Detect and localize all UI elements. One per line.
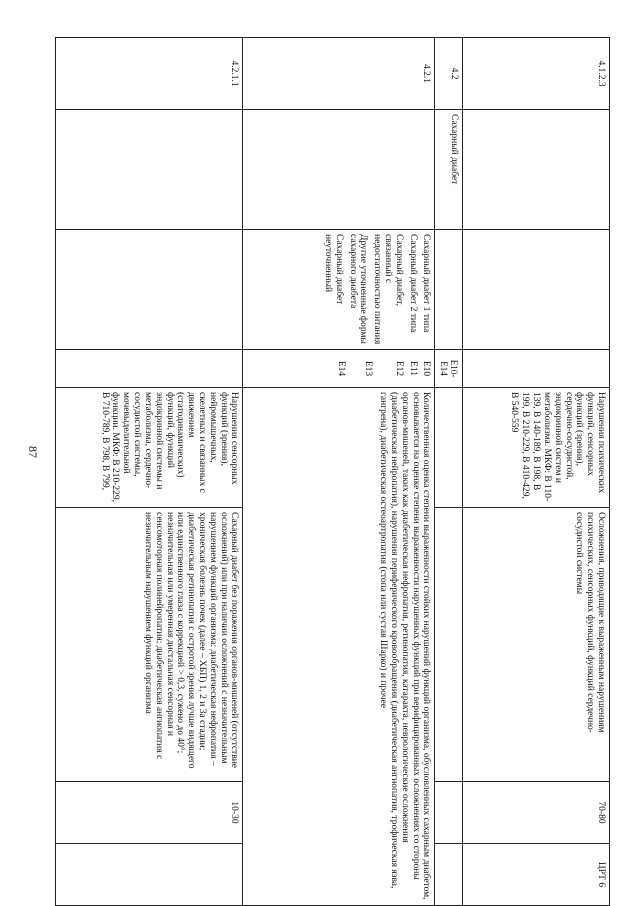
percent-cell [435,782,463,844]
percent-cell: 70-80 [463,782,610,844]
impaired-functions-cell [435,388,463,508]
diabetes-form: Другие уточненные формы сахарного диабета [347,234,369,344]
disability-criteria-table [56,37,611,906]
icd-code: E14 [335,360,346,377]
disease-name-cell [243,110,435,230]
row-number: 4.1.2.3 [463,38,610,110]
diabetes-form: Сахарный диабет неуточненный [322,234,344,305]
disease-form-cell [435,230,463,350]
icd-code-cell [56,350,243,388]
impaired-functions-cell: Нарушения психических функций, сенсорных функций (зрения), сердечно-сосудистой, эндокринной систем и метаболизма. МКФ: В 110-139, В 140-189, В 198, В 199, В 210-229, В 410-429, В 540-559 [463,388,610,508]
diabetes-form: Сахарный диабет 1 типа [421,234,432,333]
icd-code: E13 [362,360,373,377]
disease-name-cell [56,110,243,230]
rotated-page-content [65,37,610,905]
table-row [56,38,243,906]
criteria-cell: Осложнения, приводящие к выраженным нарушениям психических, сенсорных функций, функций сердечно-сосудистой системы [463,508,610,782]
reference-cell: ЦРТ 6 [463,844,610,906]
row-number: 4.2.1 [243,38,435,110]
disease-name-cell [463,110,610,230]
diabetes-form: Сахарный диабет, связанный с недостаточностью питания [372,234,404,345]
criteria-cell [435,508,463,782]
icd-code-cell [243,350,435,388]
criteria-cell: Сахарный диабет без поражения органов-мишеней (отсутствие осложнений) или при наличии осложнений с незначительным нарушением функций организма: диабетическая нефропатия – хроническая болезнь почек (далее – ХБП) 1, 2 и 3а стадии; диабетическая ретинопатия с остротой зрения лучше видящего или единственного глаза с коррекцией > 0,3, сужено до 40°; незначительная или умеренная дистальная сенсорная и сенсомоторная полинейропатия; диабетическая ангиопатия с незначительным нарушением функций организма [56,508,243,782]
page-number: 87 [26,446,40,458]
disease-form-cell [243,230,435,350]
disease-form-cell [463,230,610,350]
diabetes-form: Сахарный диабет 2 типа [407,234,418,333]
table-row [243,38,435,906]
row-number: 4.2.1.1 [56,38,243,110]
icd-code: E10 [421,360,432,377]
icd-code-cell: E10-E14 [435,350,463,388]
description-cell: Количественная оценка степени выраженности стойких нарушений функций организма, обусловленных сахарным диабетом, основывается на оценке степени выраженности нарушенных функций при верифицированных осложнениях со стороны органов-мишеней, таких как диабетическая нефропатия, ретинопатия, катаракта, неврологические осложнения (диабетическая нейропатия), нарушения периферического кровообращения (диабетическая ангиопатия, трофическая язва, гангрена), диабетическая остеоартропатия (стопа или сустав Шарко) и прочее [243,388,435,906]
icd-code: E12 [393,360,404,377]
table-row [463,38,610,906]
impaired-functions-cell: Нарушения сенсорных функций (зрения), нейромышечных, скелетных и связанных с движением (статодинамических) функций, функций эндокринной системы и метаболизма, сердечно-сосудистой системы, мочевыделительной функции. МКФ: В 210-229, В 710-789, В 798, В 799, [56,388,243,508]
table-row [435,38,463,906]
reference-cell [56,844,243,906]
reference-cell [435,844,463,906]
row-number: 4.2 [435,38,463,110]
disease-form-cell [56,230,243,350]
percent-cell: 10-30 [56,782,243,844]
icd-code-cell [463,350,610,388]
icd-code: E11 [407,361,418,376]
disease-name-cell: Сахарный диабет [435,110,463,230]
